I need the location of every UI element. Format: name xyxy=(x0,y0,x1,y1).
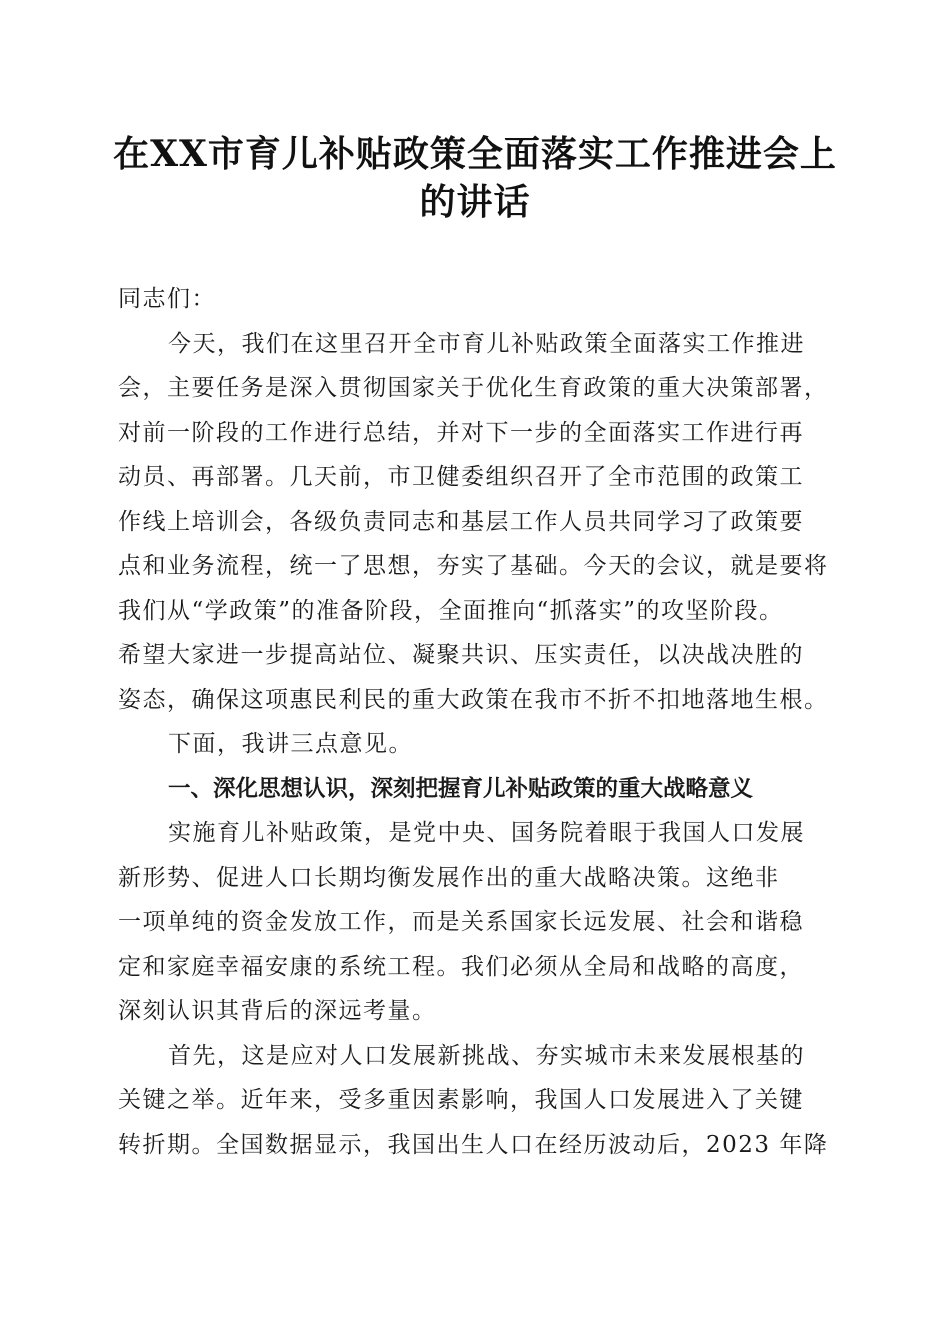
paragraph-line: 会，主要任务是深入贯彻国家关于优化生育政策的重大决策部署， xyxy=(118,375,829,401)
paragraph-line: 点和业务流程，统一了思想，夯实了基础。今天的会议，就是要将 xyxy=(118,553,829,579)
paragraph-line: 深刻认识其背后的深远考量。 xyxy=(118,998,437,1024)
paragraph-line: 今天，我们在这里召开全市育儿补贴政策全面落实工作推进 xyxy=(168,330,805,357)
paragraph-line: 下面，我讲三点意见。 xyxy=(168,731,413,757)
paragraph-line: 实施育儿补贴政策，是党中央、国务院着眼于我国人口发展 xyxy=(168,820,805,846)
paragraph-line: 关键之举。近年来，受多重因素影响，我国人口发展进入了关键 xyxy=(118,1087,804,1113)
section-heading: 一、深化思想认识，深刻把握育儿补贴政策的重大战略意义 xyxy=(168,775,754,802)
document-title xyxy=(110,130,840,226)
paragraph-line: 作线上培训会，各级负责同志和基层工作人员共同学习了政策要 xyxy=(118,508,804,535)
paragraph-line: 转折期。全国数据显示，我国出生人口在经历波动后，2023 年降 xyxy=(118,1131,829,1158)
paragraph-line: 定和家庭幸福安康的系统工程。我们必须从全局和战略的高度， xyxy=(118,953,804,980)
title-line-2: 的讲话 xyxy=(419,181,531,223)
paragraph-line: 动员、再部署。几天前，市卫健委组织召开了全市范围的政策工 xyxy=(118,464,804,490)
paragraph-line: 一项单纯的资金发放工作，而是关系国家长远发展、社会和谐稳 xyxy=(118,909,804,935)
paragraph-line: 希望大家进一步提高站位、凝聚共识、压实责任，以决战决胜的 xyxy=(118,642,804,668)
salutation: 同志们： xyxy=(118,286,216,312)
paragraph-line: 姿态，确保这项惠民利民的重大政策在我市不折不扣地落地生根。 xyxy=(118,686,829,713)
paragraph-line: 新形势、促进人口长期均衡发展作出的重大战略决策。这绝非 xyxy=(118,864,780,891)
title-line-1: 在XX市育儿补贴政策全面落实工作推进会上 xyxy=(113,133,837,175)
paragraph-line: 我们从“学政策”的准备阶段，全面推向“抓落实”的攻坚阶段。 xyxy=(118,597,784,624)
paragraph-line: 对前一阶段的工作进行总结，并对下一步的全面落实工作进行再 xyxy=(118,419,804,446)
document-body xyxy=(118,277,830,1167)
paragraph-line: 首先，这是应对人口发展新挑战、夯实城市未来发展根基的 xyxy=(168,1042,805,1069)
